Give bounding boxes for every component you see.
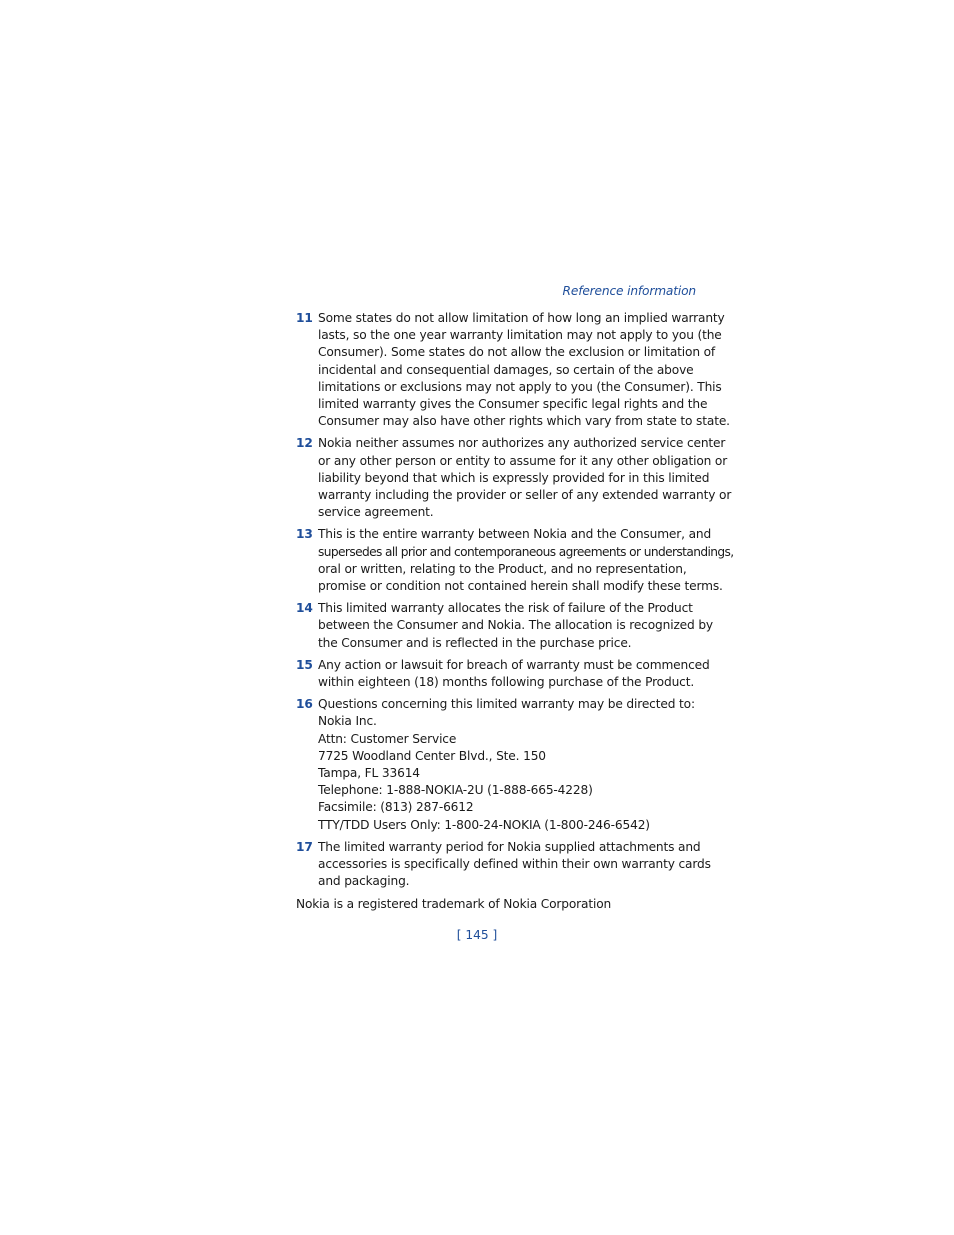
document-page <box>296 283 734 913</box>
item-number: 13 <box>296 527 313 542</box>
item-number: 11 <box>296 311 313 325</box>
text-line: accessories is specifically defined within their own warranty cards <box>318 857 711 872</box>
text-line: limitations or exclusions may not apply to you (the Consumer). This <box>318 379 722 394</box>
item-text <box>318 435 731 521</box>
item-number: 16 <box>296 697 313 712</box>
text-line: Consumer). Some states do not allow the exclusion or limitation of <box>318 345 716 360</box>
text-line: liability beyond that which is expressly provided for in this limited <box>318 470 710 485</box>
item-number: 15 <box>296 657 313 672</box>
text-line: the Consumer and is reflected in the purchase price. <box>318 635 632 650</box>
text-line: limited warranty gives the Consumer specific legal rights and the <box>318 397 708 412</box>
text-line: or any other person or entity to assume for it any other obligation or <box>318 453 728 468</box>
address-attention: Attn: Customer Service <box>318 731 457 746</box>
tty-number: TTY/TDD Users Only: 1-800-24-NOKIA (1-800-246-6542) <box>318 817 650 832</box>
warranty-terms-list <box>296 310 734 891</box>
item-text <box>318 526 734 595</box>
text-line: Nokia neither assumes nor authorizes any authorized service center <box>318 436 726 451</box>
item-number: 14 <box>296 601 313 616</box>
list-item <box>296 435 732 521</box>
section-header: Reference information <box>562 284 696 298</box>
text-line: promise or condition not contained herein shall modify these terms. <box>318 579 723 594</box>
facsimile-number: Facsimile: (813) 287-6612 <box>318 800 474 815</box>
trademark-note: Nokia is a registered trademark of Nokia Corporation <box>296 896 612 911</box>
item-number: 17 <box>296 839 313 854</box>
text-line: lasts, so the one year warranty limitation may not apply to you (the <box>318 328 722 343</box>
text-line: oral or written, relating to the Product, and no representation, <box>318 561 687 576</box>
list-item <box>296 526 734 595</box>
text-line: Consumer may also have other rights which vary from state to state. <box>318 414 730 429</box>
telephone-number: Telephone: 1-888-NOKIA-2U (1-888-665-4228) <box>318 783 593 798</box>
text-line: This is the entire warranty between Nokia and the Consumer, and <box>318 527 712 542</box>
list-item <box>296 310 730 430</box>
text-line: warranty including the provider or seller of any extended warranty or <box>318 488 732 503</box>
item-text <box>318 657 710 691</box>
list-item <box>296 600 713 652</box>
text-line: This limited warranty allocates the risk of failure of the Product <box>318 601 693 616</box>
text-line: incidental and consequential damages, so certain of the above <box>318 362 694 377</box>
page-number: [ 145 ] <box>456 928 498 942</box>
list-item <box>296 657 710 691</box>
item-text <box>318 696 696 834</box>
address-street: 7725 Woodland Center Blvd., Ste. 150 <box>318 748 546 763</box>
text-line: and packaging. <box>318 874 410 889</box>
text-line: The limited warranty period for Nokia supplied attachments and <box>318 839 701 854</box>
text-line: Some states do not allow limitation of how long an implied warranty <box>318 311 725 325</box>
address-city: Tampa, FL 33614 <box>318 766 420 781</box>
address-company: Nokia Inc. <box>318 714 377 729</box>
text-line: service agreement. <box>318 505 434 520</box>
item-number: 12 <box>296 436 313 451</box>
item-text <box>318 600 713 652</box>
text-line: Questions concerning this limited warranty may be directed to: <box>318 697 695 712</box>
item-text <box>318 839 711 891</box>
text-line: Any action or lawsuit for breach of warranty must be commenced <box>318 657 710 672</box>
list-item <box>296 696 696 834</box>
text-line: supersedes all prior and contemporaneous agreements or understandings, <box>318 544 734 559</box>
item-text <box>318 310 730 430</box>
list-item <box>296 839 711 891</box>
text-line: within eighteen (18) months following purchase of the Product. <box>318 675 695 690</box>
text-line: between the Consumer and Nokia. The allocation is recognized by <box>318 618 713 633</box>
